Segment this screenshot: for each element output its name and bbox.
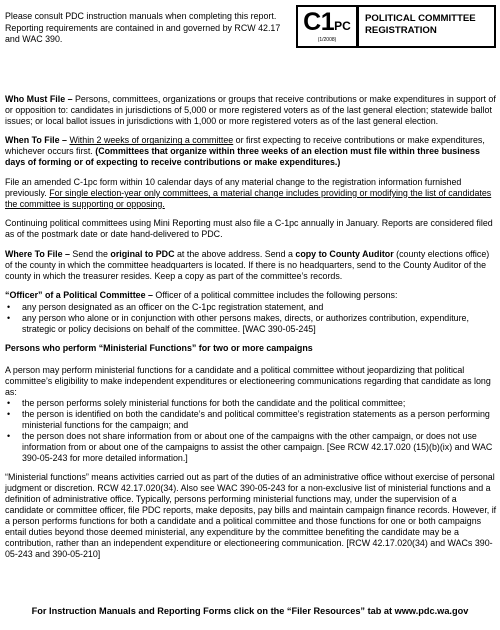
form-date: (1/2008) [317,37,337,43]
who-must-file-text: Persons, committees, organizations or groups that receive contributions or make expenditures in support of or opposition to: candidates in jurisdictions of 5,000 or more registered voters as of the last general election; statewide ballot issues; or local ballot issues in jurisdictions with 1,000 or more registered voters as of the last general election. [5,94,496,126]
where-to-file-paragraph [5,249,497,282]
where-to-file-text-3: (county elections office) of the county in which the committee headquarters is located. If there is no headquarters, send to the County Auditor of the county in which the treasurer resides. Keep a copy as part of the committee’s records. [5,248,490,281]
form-code [298,9,356,39]
amended-paragraph [5,177,497,210]
where-to-file-heading: Where To File – [5,248,70,259]
bullet-icon: • [7,398,11,409]
ministerial-bullet-text: the person performs solely ministerial functions for both the candidate and the political committee; [22,398,406,409]
ministerial-heading: Persons who perform “Ministerial Functions” for two or more campaigns [5,343,313,354]
officer-list [5,302,497,335]
form-code-main: C1 [303,8,335,36]
form-code-suffix: PC [334,19,351,33]
bullet-icon: • [7,430,11,441]
when-to-file-heading: When To File – [5,135,67,146]
footer-resources-note: For Instruction Manuals and Reporting Forms click on the “Filer Resources” tab at www.pdc.wa.gov [31,606,469,616]
amended-text: File an amended C-1pc form within 10 calendar days of any material change to the registration information furnished previously. [5,176,462,198]
list-item [5,302,497,313]
officer-heading: “Officer” of a Political Committee – [5,290,153,301]
officer-bullet-text: any person who alone or in conjunction with other persons makes, directs, or authorizes contribution, expenditure, strategic or policy decisions on behalf of the committee. [WAC 390-05-245] [22,312,469,334]
intro-text: Please consult PDC instruction manuals when completing this report. Reporting requirements are contained in and governed by RCW 42.17 and WAC 390. [5,11,281,45]
ministerial-intro: A person may perform ministerial functions for a candidate and a political committee without jeopardizing that political committee’s eligibility to make independent expenditures or electioneering communications regarding that candidate as long as: [5,365,491,398]
bullet-icon: • [7,312,11,323]
when-to-file-paragraph [5,135,497,168]
when-to-file-text: or first expecting to receive contributions or make expenditures, whichever occurs first. [5,135,485,157]
list-item [5,409,497,431]
officer-bullet-text: any person designated as an officer on the C-1pc registration statement, and [22,302,324,313]
ministerial-bullet-text: the person does not share information from or about one of the campaigns with the other campaign, or does not use information from or about one of the campaigns to assist the other campaign. [See RCW 42.17.020 (15)(b)(ix) and WAC 390-05-243 for more detailed information.] [22,430,493,463]
form-code-box [296,5,358,48]
form-title-line2: REGISTRATION [365,24,437,36]
ministerial-list [5,398,497,463]
ministerial-definition: “Ministerial functions” means activities carried out as part of the duties of an administrative office without exercise of personal judgment or discretion. RCW 42.17.020(34). Also see WAC 390-05-243 for a non-exclusive list of ministerial functions and a definition of administrative office. Typically, persons performing ministerial functions may, under the supervision of a candidate or committee officer, file PDC reports, make deposits, pay bills and maintain campaign finance records. However, if a person performs functions for both a candidate and a political committee and those functions for one or both campaigns entail duties beyond those deemed ministerial, any expenditure by the committee benefiting the candidate may be a contribution, rather than an independent expenditure or electioneering communication. [RCW 42.17.020(34) and WACs 390-05-243 and 390-05-210] [5,472,497,559]
when-to-file-deadline: Within 2 weeks of organizing a committee [69,135,234,146]
form-title-line1: POLITICAL COMMITTEE [365,13,476,24]
instructions-body [5,94,497,568]
bullet-icon: • [7,408,11,419]
when-to-file-election-note: (Committees that organize within three weeks of an election must file within three business days of forming or of expecting to receive contributions or make expenditures.) [5,146,480,168]
where-to-file-bold-2: copy to County Auditor [295,248,394,259]
ministerial-bullet-text: the person is identified on both the candidate’s and political committee’s registration statements as a person performing ministerial functions for the campaign; and [22,408,490,430]
officer-text: Officer of a political committee includes the following persons: [152,290,398,301]
amended-underlined-text: For single election-year only committees, a material change includes providing or modifying the list of candidates the committee is supporting or opposing. [5,187,492,209]
mini-reporting-paragraph: Continuing political committees using Mini Reporting must also file a C-1pc annually in January. Reports are considered filed as of the postmark date or date hand-delivered to PDC. [5,218,493,240]
officer-paragraph [5,290,497,301]
bullet-icon: • [7,302,11,313]
form-title-box [357,5,496,48]
where-to-file-bold-1: original to PDC [110,248,175,259]
who-must-file-paragraph [5,94,497,127]
who-must-file-heading: Who Must File – [5,94,73,104]
list-item [5,313,497,335]
where-to-file-text-2: at the above address. Send a [174,248,296,259]
where-to-file-text-1: Send the [69,248,111,259]
list-item [5,431,497,464]
list-item [5,398,497,409]
